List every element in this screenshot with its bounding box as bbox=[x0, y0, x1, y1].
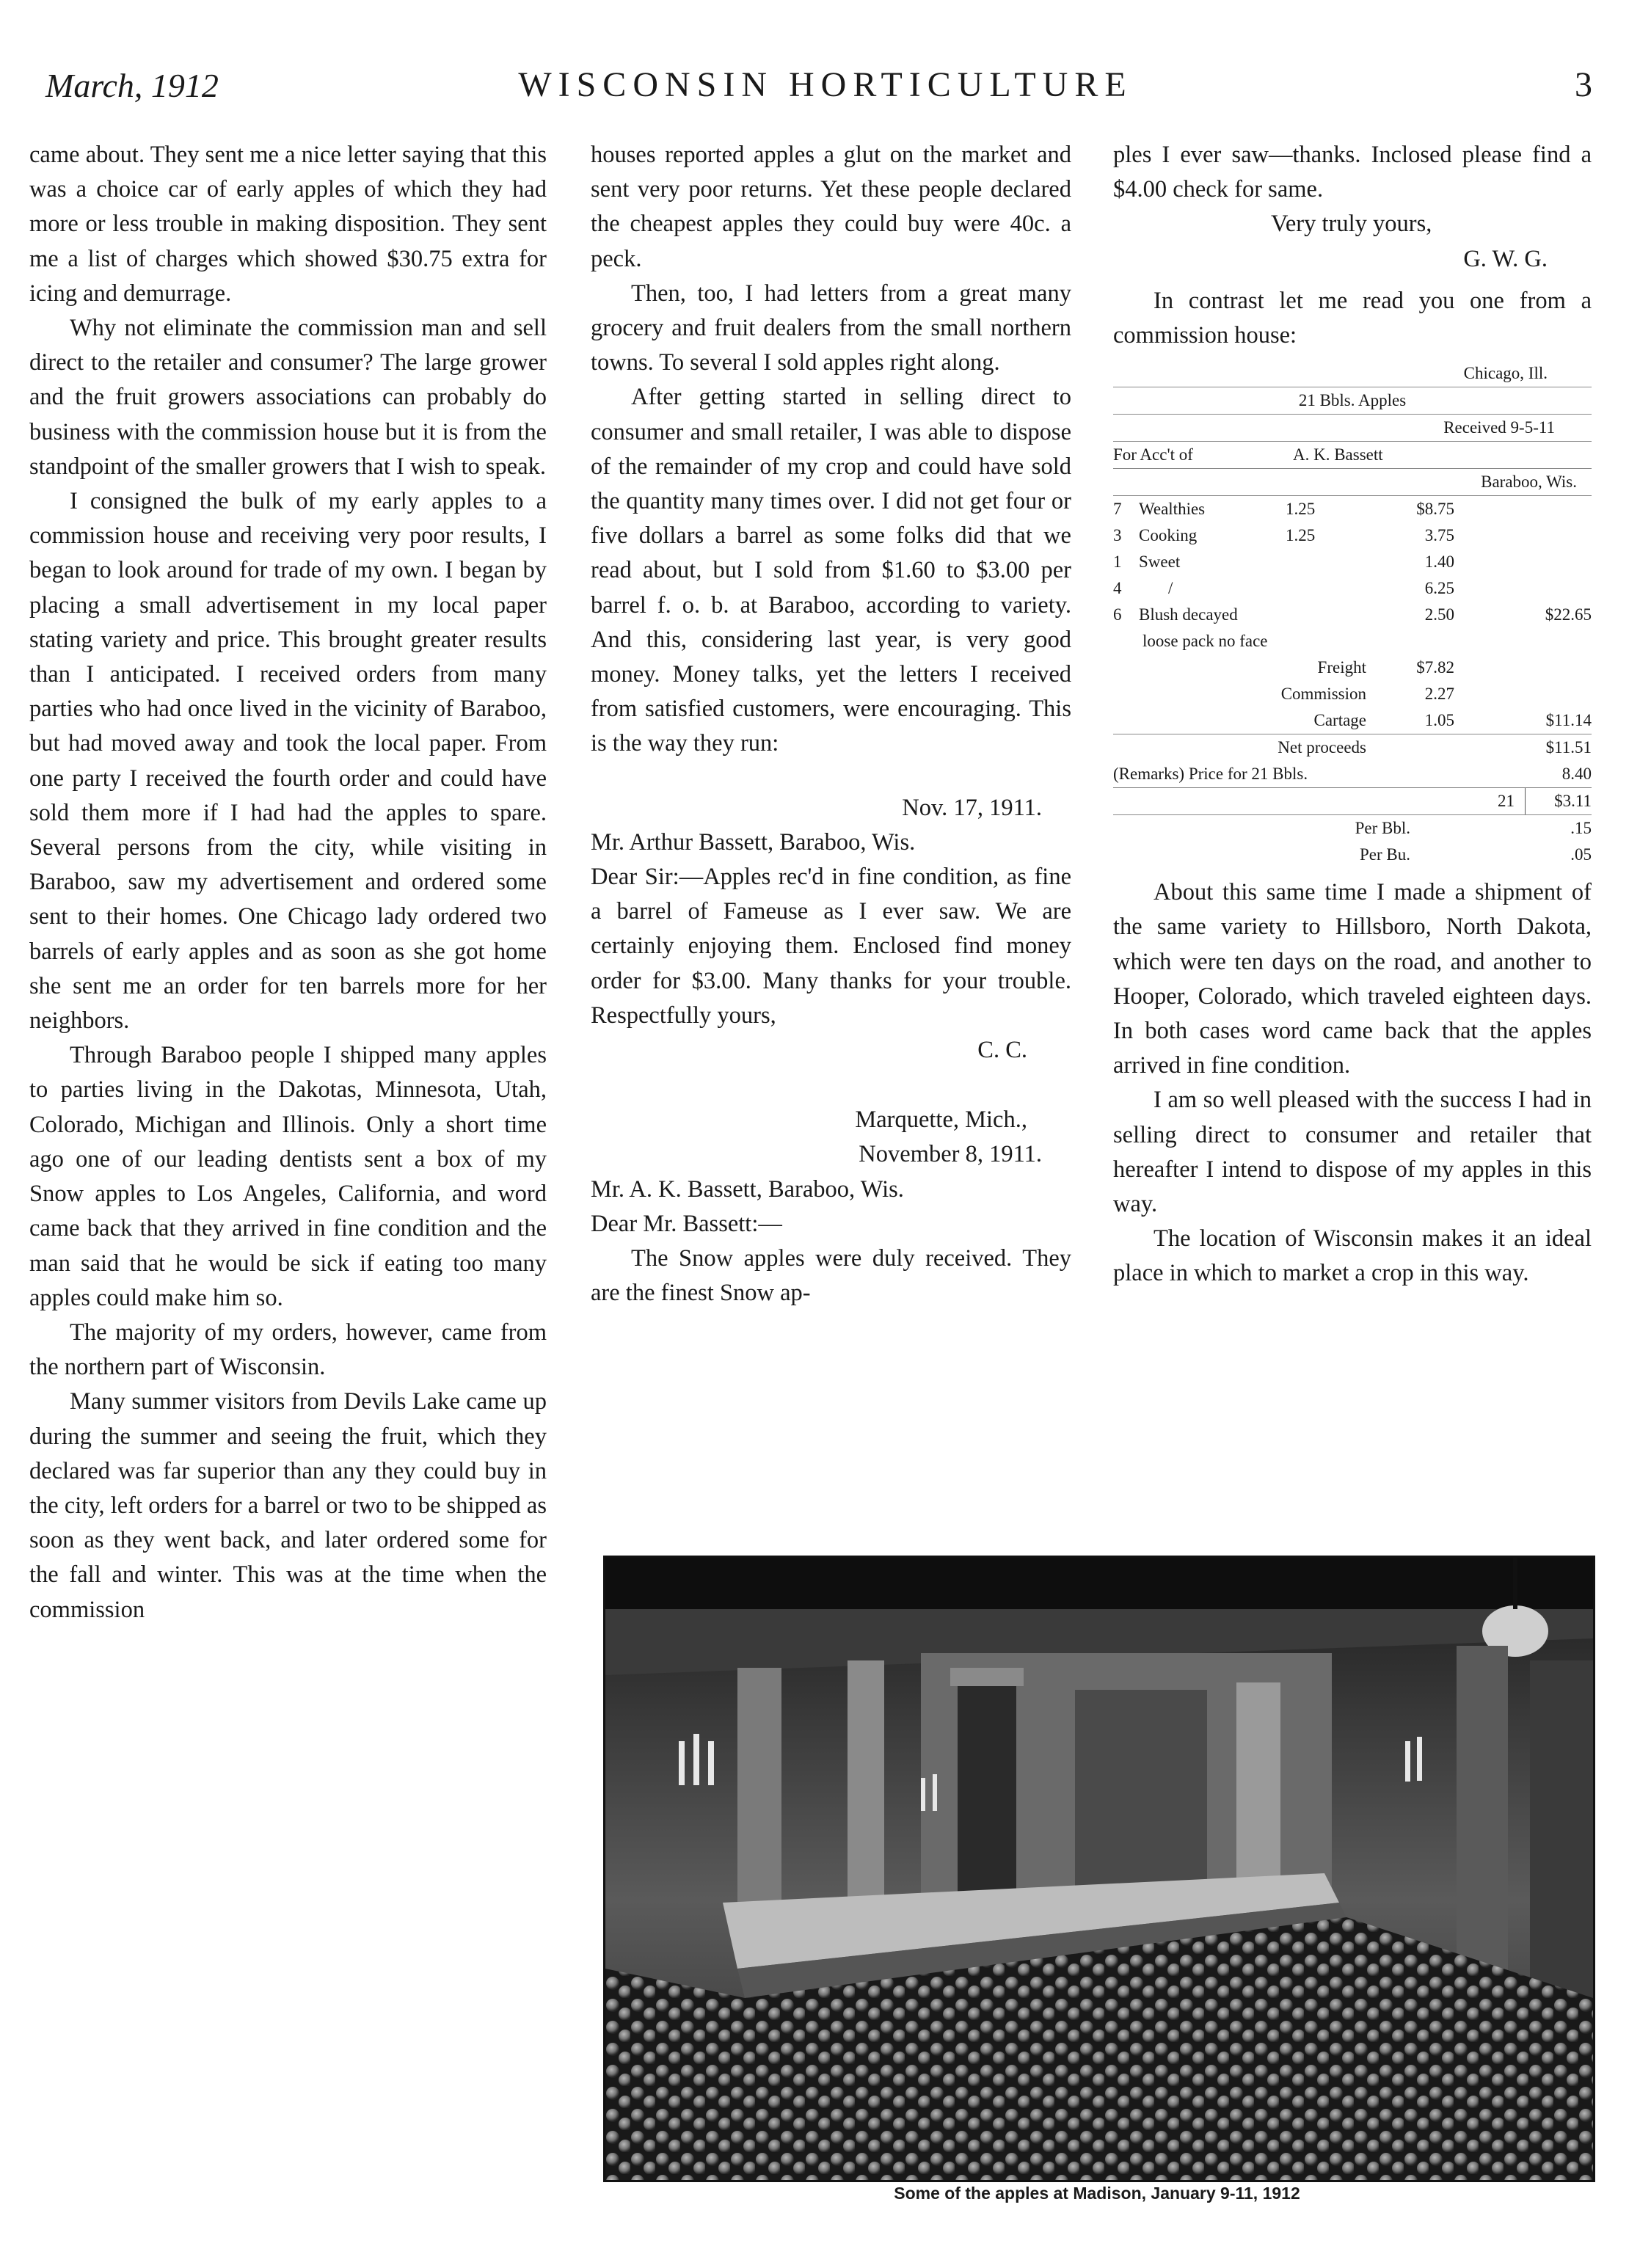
row-total bbox=[1454, 522, 1592, 549]
row-variety: Cooking bbox=[1139, 526, 1198, 545]
row-qty: 6 bbox=[1113, 605, 1122, 624]
remarks-amount: 8.40 bbox=[1561, 765, 1592, 784]
row-amount: 3.75 bbox=[1424, 526, 1454, 545]
letter-addressee: Mr. A. K. Bassett, Baraboo, Wis. bbox=[591, 1175, 904, 1203]
letter-date: Nov. 17, 1911. bbox=[902, 794, 1042, 821]
statement-city: Chicago, Ill. bbox=[1113, 360, 1592, 387]
row-total bbox=[1454, 575, 1592, 602]
charges-total: $11.14 bbox=[1545, 711, 1592, 730]
row-total bbox=[1454, 549, 1592, 575]
column-3 bbox=[1113, 138, 1592, 1291]
statement-account bbox=[1113, 442, 1592, 469]
paragraph: came about. They sent me a nice letter saying that this was a choice car of early apples of which they had more or less trouble in making disposition. They sent me a list of charges which showed $30.75 extra for icing and demurrage. bbox=[29, 142, 547, 307]
paragraph: The location of Wisconsin makes it an ideal place in which to market a crop in this way. bbox=[1113, 1225, 1592, 1287]
statement-remarks bbox=[1113, 761, 1592, 788]
remarks-label: (Remarks) Price for 21 Bbls. bbox=[1113, 765, 1308, 784]
paragraph: The majority of my orders, however, came from the northern part of Wisconsin. bbox=[29, 1319, 547, 1381]
row-price bbox=[1286, 549, 1366, 575]
letter-body: The Snow apples were duly received. They are the finest Snow ap- bbox=[591, 1245, 1071, 1307]
row-variety: Blush decayed bbox=[1139, 605, 1238, 624]
letter-date: November 8, 1911. bbox=[859, 1141, 1042, 1168]
row-total bbox=[1454, 496, 1592, 522]
issue-date: March, 1912 bbox=[45, 67, 219, 104]
commission-statement bbox=[1113, 360, 1592, 868]
row-amount: 1.40 bbox=[1424, 553, 1454, 572]
paragraph: houses reported apples a glut on the market and sent very poor returns. Yet these people declared the cheapest apples they could buy were 40c. a peck. bbox=[591, 142, 1071, 272]
statement-note: loose pack no face bbox=[1142, 632, 1268, 651]
division-value: $3.11 bbox=[1525, 788, 1592, 814]
row-variety: Wealthies bbox=[1139, 500, 1206, 519]
row-price bbox=[1286, 575, 1366, 602]
paragraph: Then, too, I had letters from a great many grocery and fruit dealers from the small northern towns. To several I sold apples right along. bbox=[591, 280, 1071, 376]
journal-title: WISCONSIN HORTICULTURE bbox=[518, 65, 1133, 104]
paragraph: In contrast let me read you one from a commission house: bbox=[1113, 287, 1592, 349]
letter-addressee: Mr. Arthur Bassett, Baraboo, Wis. bbox=[591, 828, 916, 856]
apples-exhibit-photo-image bbox=[605, 1558, 1593, 2180]
charge-amount: $7.82 bbox=[1416, 658, 1454, 677]
per-bbl-value: .15 bbox=[1570, 819, 1592, 838]
paragraph: Many summer visitors from Devils Lake came up during the summer and seeing the fruit, which they declared was far superior than any they could buy in the city, left orders for a barrel or two to be shipped as soon as they went back, and later ordered some for the fall and winter. This was at the time when the commission bbox=[29, 1388, 547, 1623]
statement-row bbox=[1113, 496, 1592, 522]
row-price: 1.25 bbox=[1286, 526, 1316, 545]
row-qty: 4 bbox=[1113, 579, 1122, 598]
statement-row bbox=[1113, 575, 1592, 602]
statement-net bbox=[1113, 734, 1592, 761]
statement-row bbox=[1113, 602, 1592, 628]
letter-signature: G. W. G. bbox=[1463, 245, 1548, 272]
row-qty: 7 bbox=[1113, 500, 1122, 519]
row-amount: 6.25 bbox=[1424, 579, 1454, 598]
statement-per bbox=[1113, 815, 1592, 842]
letter-body: Dear Sir:—Apples rec'd in fine condition, as fine a barrel of Fameuse as I ever saw. We are certainly enjoying them. Enclosed find money order for $3.00. Many thanks for your trouble. Respectfully yours, bbox=[591, 864, 1071, 1029]
letter-signature: C. C. bbox=[977, 1037, 1027, 1064]
charge-label: Freight bbox=[1317, 658, 1366, 677]
photo-caption: Some of the apples at Madison, January 9-11, 1912 bbox=[894, 2184, 1300, 2203]
statement-rows bbox=[1113, 496, 1592, 628]
statement-charge bbox=[1113, 681, 1592, 707]
row-variety: / bbox=[1168, 579, 1173, 598]
statement-received: Received 9-5-11 bbox=[1113, 415, 1592, 442]
paragraph: Why not eliminate the commission man and sell direct to the retailer and consumer? The large grower and the fruit growers associations can probably do business with the commission house but it is from the standpoint of the smaller growers that I wish to speak. bbox=[29, 315, 547, 480]
account-label: For Acc't of bbox=[1113, 445, 1193, 464]
statement-per bbox=[1113, 842, 1592, 868]
column-1 bbox=[29, 138, 547, 1627]
statement-row bbox=[1113, 522, 1592, 549]
paragraph: I consigned the bulk of my early apples to a commission house and receiving very poor results, I began to look around for trade of my own. I began by placing a small advertisement in my local paper stating variety and price. This brought greater results than I anticipated. I received orders from many parties who had once lived in the vicinity of Baraboo, but had moved away and took the local paper. From one party I received the fourth order and could have sold them more if I had had the apples to spare. Several persons from the city, while visiting in Baraboo, saw my advertisement and ordered some sent to their homes. One Chicago lady ordered two barrels of early apples and as soon as she got home she sent me an order for ten barrels more for her neighbors. bbox=[29, 488, 547, 1035]
statement-charge bbox=[1113, 707, 1592, 734]
paragraph: I am so well pleased with the success I had in selling direct to consumer and retailer that hereafter I intend to dispose of my apples in this way. bbox=[1113, 1087, 1592, 1218]
exhibition-hall-photo bbox=[603, 1556, 1595, 2182]
row-total: $22.65 bbox=[1545, 605, 1592, 624]
account-city: Baraboo, Wis. bbox=[1113, 469, 1592, 496]
paragraph: Through Baraboo people I shipped many apples to parties living in the Dakotas, Minnesota, Utah, Colorado, Michigan and Illinois. Only a short time ago one of our leading dentists sent a box of my Snow apples to Los Angeles, California, and word came back that they arrived in fine condition and the man said that he would be sick if eating too many apples could make him so. bbox=[29, 1042, 547, 1311]
row-amount: $8.75 bbox=[1416, 500, 1454, 519]
statement-row bbox=[1113, 549, 1592, 575]
letter-place: Marquette, Mich., bbox=[855, 1106, 1027, 1134]
column-2 bbox=[591, 138, 1071, 1311]
row-variety: Sweet bbox=[1139, 553, 1181, 572]
letter-salutation: Dear Mr. Bassett:— bbox=[591, 1210, 782, 1237]
net-label: Net proceeds bbox=[1278, 738, 1366, 757]
per-bbl-label: Per Bbl. bbox=[1355, 819, 1410, 838]
row-amount: 2.50 bbox=[1424, 605, 1454, 624]
paragraph: After getting started in selling direct to consumer and small retailer, I was able to dispose of the remainder of my crop and could have sold the quantity many times over. I did not get four or five dollars a barrel as some folks did that we read about, but I sold from $1.60 to $3.00 per barrel f. o. b. at Baraboo, according to variety. And this, considering last year, is very good money. Money talks, yet the letters I received from satisfied customers, were encouraging. This is the way they run: bbox=[591, 384, 1071, 757]
charge-amount: 2.27 bbox=[1424, 685, 1454, 704]
per-bu-value: .05 bbox=[1570, 845, 1592, 864]
statement-division bbox=[1113, 788, 1592, 815]
row-price: 1.25 bbox=[1286, 500, 1316, 519]
per-bu-label: Per Bu. bbox=[1360, 845, 1410, 864]
charge-amount: 1.05 bbox=[1424, 711, 1454, 730]
page-header bbox=[0, 0, 1651, 125]
net-amount: $11.51 bbox=[1545, 738, 1592, 757]
paragraph: ples I ever saw—thanks. Inclosed please find a $4.00 check for same. bbox=[1113, 142, 1592, 203]
charge-label: Cartage bbox=[1313, 711, 1366, 730]
row-qty: 3 bbox=[1113, 526, 1122, 545]
letter-closing: Very truly yours, bbox=[1271, 211, 1432, 238]
division-label: 21 bbox=[1498, 792, 1515, 811]
account-name: A. K. Bassett bbox=[1293, 445, 1383, 464]
paragraph: About this same time I made a shipment of the same variety to Hillsboro, North Dakota, which were ten days on the road, and another to Hooper, Colorado, which traveled eighteen days. In both cases word came back that the apples arrived in fine condition. bbox=[1113, 879, 1592, 1079]
charge-label: Commission bbox=[1280, 685, 1366, 704]
statement-lot: 21 Bbls. Apples bbox=[1113, 387, 1592, 415]
row-qty: 1 bbox=[1113, 553, 1122, 572]
statement-charge bbox=[1113, 654, 1592, 681]
page-number: 3 bbox=[1575, 65, 1592, 104]
